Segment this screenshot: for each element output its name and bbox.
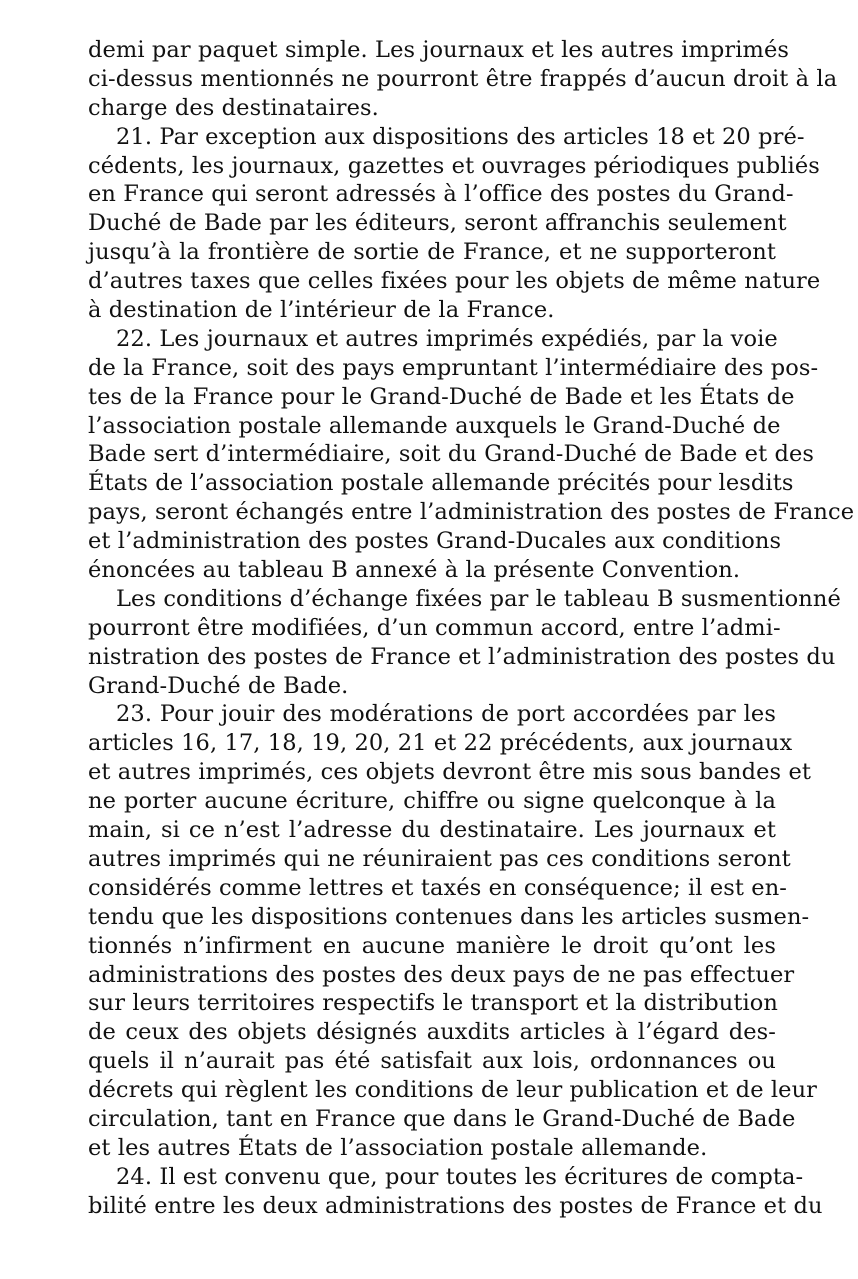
- text-line: jusqu’à la frontière de sortie de France, et ne supporteront: [88, 239, 776, 266]
- text-line: 24. Il est convenu que, pour toutes les écritures de compta-: [116, 1163, 804, 1190]
- text-line: et l’administration des postes Grand-Ducales aux conditions: [88, 528, 782, 555]
- text-line: demi par paquet simple. Les journaux et les autres imprimés: [88, 37, 790, 63]
- paragraph-art21: [88, 123, 821, 325]
- paragraph-art22: [88, 325, 855, 585]
- text-line: à destination de l’intérieur de la France.: [88, 297, 555, 324]
- text-line: et les autres États de l’association postale allemande.: [88, 1134, 708, 1161]
- text-line: ci-dessus mentionnés ne pourront être frappés d’aucun droit à la: [88, 65, 838, 92]
- paragraph-cont: [88, 36, 838, 123]
- text-line: 22. Les journaux et autres imprimés expédiés, par la voie: [116, 325, 778, 352]
- text-line: circulation, tant en France que dans le Grand-Duché de Bade: [88, 1105, 796, 1132]
- text-line: Bade sert d’intermédiaire, soit du Grand-Duché de Bade et des: [88, 441, 815, 468]
- text-line: sur leurs territoires respectifs le transport et la distribution: [88, 990, 779, 1017]
- text-line: Grand-Duché de Bade.: [88, 672, 349, 699]
- text-line: de ceux des objets désignés auxdits articles à l’égard des-: [88, 1019, 776, 1046]
- text-line: l’association postale allemande auxquels le Grand-Duché de: [88, 412, 781, 439]
- text-line: pays, seront échangés entre l’administration des postes de France: [88, 499, 855, 526]
- document-page: [88, 36, 855, 1221]
- text-line: tes de la France pour le Grand-Duché de Bade et les États de: [88, 383, 795, 410]
- text-line: bilité entre les deux administrations des postes de France et du: [88, 1192, 823, 1219]
- text-line: main, si ce n’est l’adresse du destinataire. Les journaux et: [88, 817, 776, 844]
- text-line: 23. Pour jouir des modérations de port accordées par les: [116, 701, 776, 728]
- text-line: Les conditions d’échange fixées par le tableau B susmentionné: [116, 585, 841, 612]
- text-line: énoncées au tableau B annexé à la présente Convention.: [88, 557, 741, 584]
- text-line: ne porter aucune écriture, chiffre ou signe quelconque à la: [88, 788, 776, 815]
- paragraph-art22b: [88, 585, 841, 701]
- paragraph-art23: [88, 700, 818, 1162]
- text-line: tionnés n’infirment en aucune manière le droit qu’ont les: [88, 932, 776, 959]
- text-line: quels il n’aurait pas été satisfait aux lois, ordonnances ou: [88, 1048, 776, 1075]
- text-line: Duché de Bade par les éditeurs, seront affranchis seulement: [88, 210, 787, 237]
- paragraph-art24: [88, 1163, 823, 1221]
- text-line: cédents, les journaux, gazettes et ouvrages périodiques publiés: [88, 152, 820, 179]
- text-line: en France qui seront adressés à l’office des postes du Grand-: [88, 181, 794, 208]
- text-line: pourront être modifiées, d’un commun accord, entre l’admi-: [88, 614, 781, 641]
- text-line: États de l’association postale allemande précités pour lesdits: [88, 470, 794, 497]
- text-line: d’autres taxes que celles fixées pour les objets de même nature: [88, 268, 821, 295]
- text-line: charge des destinataires.: [88, 94, 379, 121]
- text-line: considérés comme lettres et taxés en conséquence; il est en-: [88, 874, 788, 901]
- text-line: nistration des postes de France et l’administration des postes du: [88, 643, 836, 670]
- text-line: articles 16, 17, 18, 19, 20, 21 et 22 précédents, aux journaux: [88, 730, 793, 757]
- text-line: 21. Par exception aux dispositions des articles 18 et 20 pré-: [116, 123, 805, 150]
- text-line: et autres imprimés, ces objets devront être mis sous bandes et: [88, 759, 812, 786]
- text-line: de la France, soit des pays empruntant l’intermédiaire des pos-: [88, 354, 819, 381]
- text-line: administrations des postes des deux pays de ne pas effectuer: [88, 961, 795, 988]
- text-line: autres imprimés qui ne réuniraient pas ces conditions seront: [88, 845, 791, 872]
- text-line: tendu que les dispositions contenues dans les articles susmen-: [88, 903, 810, 930]
- text-line: décrets qui règlent les conditions de leur publication et de leur: [88, 1077, 818, 1104]
